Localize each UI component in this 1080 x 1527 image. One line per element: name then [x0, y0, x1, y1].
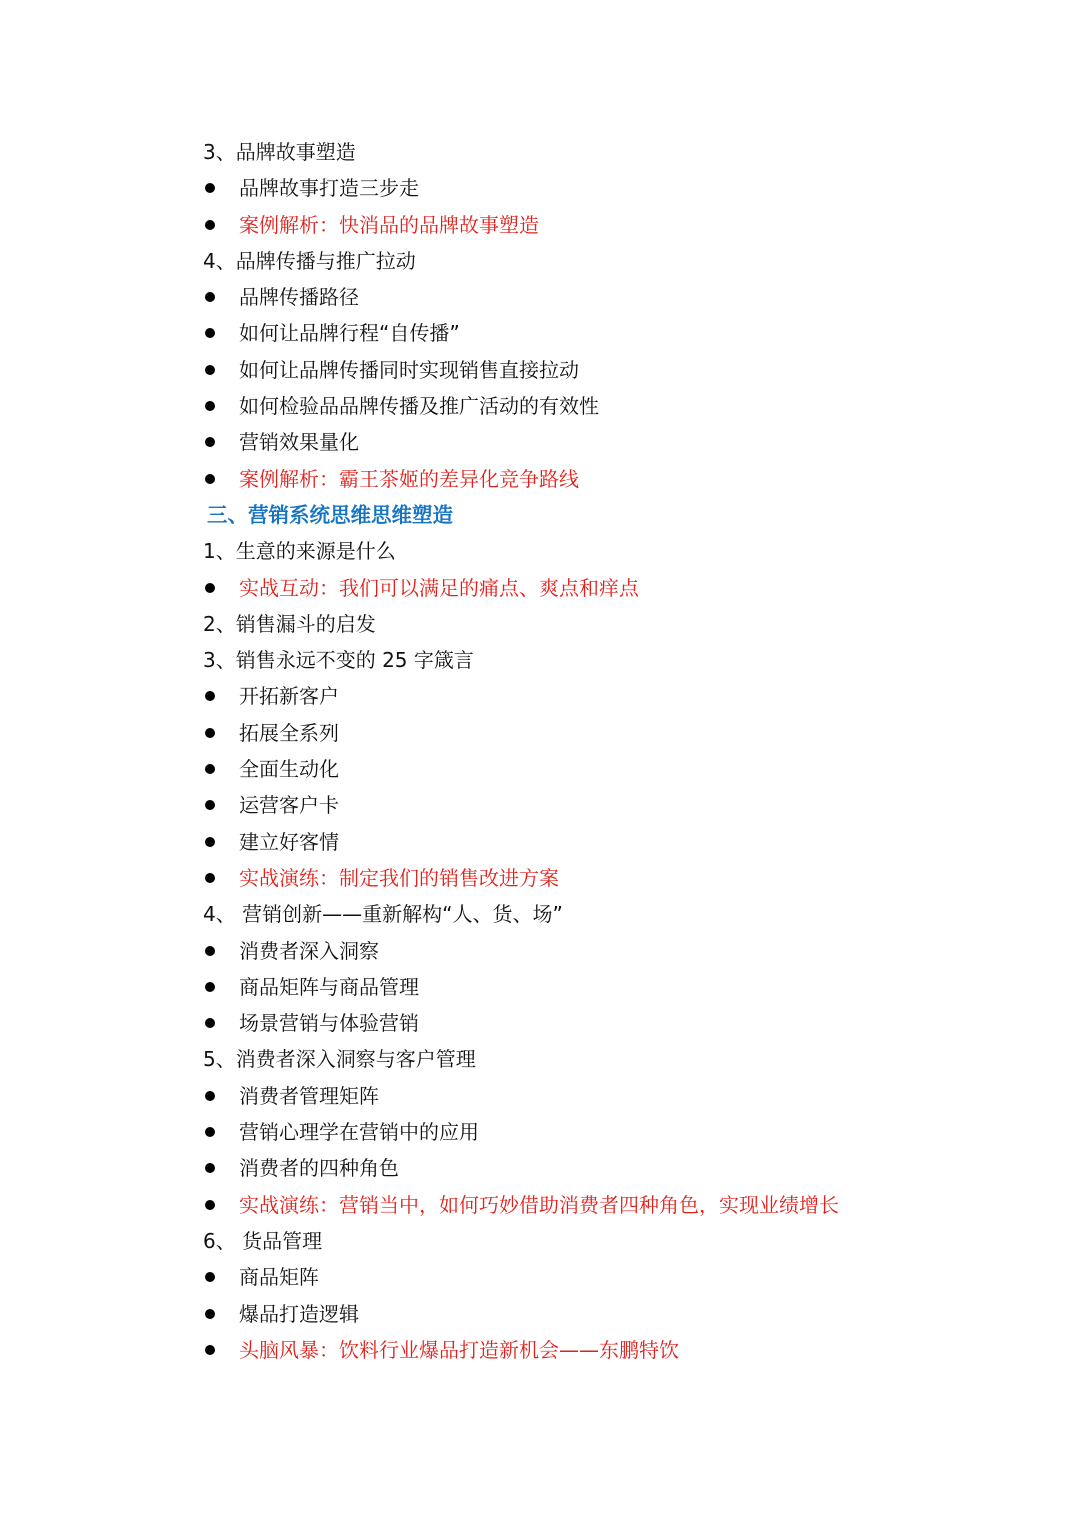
bullet-text: 实战互动：我们可以满足的痛点、爽点和痒点 — [239, 575, 639, 600]
bullet-item — [0, 279, 1080, 315]
bullet-item-case — [0, 207, 1080, 243]
bullet-text: 运营客户卡 — [239, 793, 339, 818]
bullet-item — [0, 751, 1080, 787]
bullet-text: 营销心理学在营销中的应用 — [239, 1120, 479, 1145]
bullet-item — [0, 170, 1080, 206]
bullet-item — [0, 1114, 1080, 1150]
bullet-dot-icon — [205, 437, 215, 447]
bullet-text: 头脑风暴：饮料行业爆品打造新机会——东鹏特饮 — [239, 1337, 679, 1362]
bullet-dot-icon — [205, 982, 215, 992]
bullet-text: 消费者深入洞察 — [239, 938, 379, 963]
bullet-dot-icon — [205, 583, 215, 593]
subheading-line — [0, 134, 1080, 170]
bullet-item — [0, 1150, 1080, 1186]
bullet-text: 全面生动化 — [239, 757, 339, 782]
bullet-dot-icon — [205, 1127, 215, 1137]
bullet-dot-icon — [205, 401, 215, 411]
bullet-dot-icon — [205, 1018, 215, 1028]
bullet-dot-icon — [205, 837, 215, 847]
bullet-dot-icon — [205, 292, 215, 302]
bullet-item — [0, 1005, 1080, 1041]
bullet-text: 营销效果量化 — [239, 430, 359, 455]
bullet-text: 实战演练：营销当中，如何巧妙借助消费者四种角色，实现业绩增长 — [239, 1192, 839, 1217]
subheading-text: 4、品牌传播与推广拉动 — [203, 248, 416, 273]
bullet-item — [0, 424, 1080, 460]
bullet-dot-icon — [205, 1309, 215, 1319]
bullet-dot-icon — [205, 946, 215, 956]
bullet-text: 拓展全系列 — [239, 720, 339, 745]
subheading-text: 5、消费者深入洞察与客户管理 — [203, 1047, 476, 1072]
bullet-item-case — [0, 1332, 1080, 1368]
bullet-item — [0, 933, 1080, 969]
subheading-line — [0, 606, 1080, 642]
bullet-item — [0, 969, 1080, 1005]
subheading-text: 1、生意的来源是什么 — [203, 539, 396, 564]
section-heading-text: 三、营销系统思维思维塑造 — [207, 502, 453, 527]
bullet-dot-icon — [205, 1272, 215, 1282]
bullet-item — [0, 787, 1080, 823]
bullet-text: 爆品打造逻辑 — [239, 1301, 359, 1326]
bullet-text: 消费者管理矩阵 — [239, 1083, 379, 1108]
subheading-line — [0, 642, 1080, 678]
subheading-text: 3、销售永远不变的 25 字箴言 — [203, 648, 474, 673]
bullet-item — [0, 315, 1080, 351]
bullet-item — [0, 715, 1080, 751]
bullet-dot-icon — [205, 764, 215, 774]
bullet-item — [0, 1296, 1080, 1332]
bullet-item — [0, 1259, 1080, 1295]
bullet-item — [0, 352, 1080, 388]
bullet-text: 如何检验品品牌传播及推广活动的有效性 — [239, 394, 599, 419]
bullet-item — [0, 388, 1080, 424]
bullet-dot-icon — [205, 183, 215, 193]
bullet-text: 如何让品牌行程“自传播” — [239, 321, 460, 346]
subheading-line — [0, 1223, 1080, 1259]
bullet-text: 场景营销与体验营销 — [239, 1011, 419, 1036]
bullet-dot-icon — [205, 728, 215, 738]
bullet-dot-icon — [205, 1163, 215, 1173]
bullet-dot-icon — [205, 800, 215, 810]
bullet-text: 开拓新客户 — [239, 684, 339, 709]
subheading-text: 6、 货品管理 — [203, 1228, 323, 1253]
subheading-text: 2、销售漏斗的启发 — [203, 611, 376, 636]
bullet-item — [0, 678, 1080, 714]
bullet-dot-icon — [205, 220, 215, 230]
bullet-item-case — [0, 461, 1080, 497]
bullet-dot-icon — [205, 328, 215, 338]
bullet-text: 消费者的四种角色 — [239, 1156, 399, 1181]
bullet-dot-icon — [205, 1200, 215, 1210]
bullet-text: 商品矩阵 — [239, 1265, 319, 1290]
bullet-dot-icon — [205, 1091, 215, 1101]
section-heading — [0, 497, 1080, 533]
subheading-text: 3、品牌故事塑造 — [203, 140, 356, 164]
bullet-text: 案例解析：霸王茶姬的差异化竞争路线 — [239, 466, 579, 491]
bullet-item-case — [0, 1187, 1080, 1223]
bullet-text: 建立好客情 — [239, 829, 339, 854]
subheading-line — [0, 533, 1080, 569]
bullet-text: 实战演练：制定我们的销售改进方案 — [239, 865, 559, 890]
subheading-text: 4、 营销创新——重新解构“人、货、场” — [203, 902, 563, 927]
bullet-dot-icon — [205, 365, 215, 375]
bullet-text: 案例解析：快消品的品牌故事塑造 — [239, 212, 539, 237]
bullet-item — [0, 1078, 1080, 1114]
bullet-text: 商品矩阵与商品管理 — [239, 974, 419, 999]
bullet-item-case — [0, 570, 1080, 606]
subheading-line — [0, 1041, 1080, 1077]
bullet-text: 品牌传播路径 — [239, 285, 359, 310]
bullet-item — [0, 824, 1080, 860]
bullet-text: 品牌故事打造三步走 — [239, 176, 419, 201]
bullet-dot-icon — [205, 873, 215, 883]
subheading-line — [0, 896, 1080, 932]
bullet-item-case — [0, 860, 1080, 896]
bullet-dot-icon — [205, 474, 215, 484]
subheading-line — [0, 243, 1080, 279]
bullet-text: 如何让品牌传播同时实现销售直接拉动 — [239, 357, 579, 382]
bullet-dot-icon — [205, 691, 215, 701]
document-page — [0, 134, 1080, 1368]
bullet-dot-icon — [205, 1345, 215, 1355]
